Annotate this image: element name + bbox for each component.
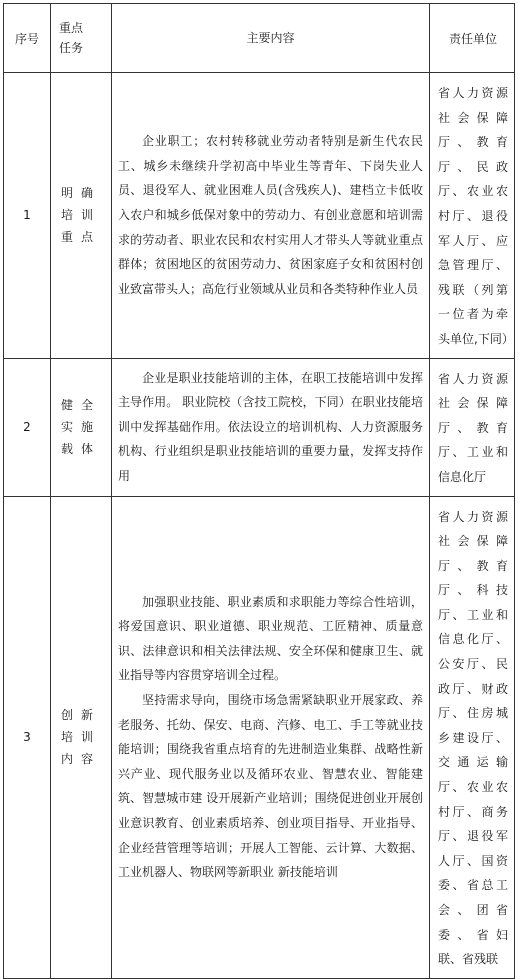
row-unit: 省人力资源社会保障厅、教育厅、民政厅、农业农村厅、退役军人厅、应急管理厅、残联（列第一位者为牵头单位,下同） bbox=[430, 73, 515, 359]
header-unit: 责任单位 bbox=[430, 4, 515, 73]
row-seq: 2 bbox=[4, 358, 51, 496]
row-content bbox=[112, 358, 430, 496]
table-row bbox=[4, 496, 515, 978]
header-content: 主要内容 bbox=[112, 4, 430, 73]
table-row bbox=[4, 73, 515, 359]
row-focus: 健全实施载体 bbox=[51, 358, 112, 496]
header-seq: 序号 bbox=[4, 4, 51, 73]
row-content bbox=[112, 73, 430, 359]
row-seq: 3 bbox=[4, 496, 51, 978]
table-header-row bbox=[4, 4, 515, 73]
header-focus: 重点 任务 bbox=[51, 4, 112, 73]
row-content-text: 加强职业技能、职业素质和求职能力等综合性培训，将爱国意识、职业道德、职业规范、工匠精神、质量意识、法律意识和相关法律法规、安全环保和健康卫生、就业指导等内容贯穿培训全过程。 bbox=[118, 594, 423, 683]
task-table bbox=[3, 3, 515, 979]
row-focus: 明确培训重点 bbox=[51, 73, 112, 359]
table-row bbox=[4, 358, 515, 496]
row-unit: 省人力资源社会保障厅、教育厅、科技厅、工业和信息化厅、公安厅、民政厅、财政厅、住房城乡建设厅、交通运输厅、农业农村厅、商务厅、退役军人厅、国资委、省总工会、团省委、省妇联、省残联 bbox=[430, 496, 515, 978]
row-unit: 省人力资源社会保障厅、教育厅、工业和信息化厅 bbox=[430, 358, 515, 496]
row-content bbox=[112, 496, 430, 978]
row-content-text: 企业是职业技能培训的主体，在职工技能培训中发挥主导作用。 职业院校（含技工院校，下同）在职业技能培训中发挥基础作用。依法设立的培训机构、人力资源服务机构、行业组织是职业技能培训的重要力量，发挥支持作用 bbox=[118, 370, 423, 483]
row-seq: 1 bbox=[4, 73, 51, 359]
row-content-text-2: 坚持需求导向，围绕市场急需紧缺职业开展家政、养老服务、托幼、保安、电商、汽修、电工、手工等就业技能培训；围绕我省重点培育的先进制造业集群、战略性新兴产业、现代服务业以及循环农业、智慧农业、智能建筑、智慧城市建 设开展新产业培训；围绕促进创业开展创业意识教育、创业素质培养、创业项目指导、开业指导、企业经营管理等培训；开展人工智能、云计算、大数据、工业机器人、物联网等新职业 新技能培训 bbox=[118, 692, 423, 880]
row-content-text: 企业职工；农村转移就业劳动者特别是新生代农民工、城乡未继续升学初高中毕业生等青年、下岗失业人员、退役军人、就业困难人员(含残疾人)、建档立卡低收入农户和城乡低保对象中的劳动力、有创业意愿和培训需求的劳动者、职业农民和农村实用人才带头人等就业重点群体；贫困地区的贫困劳动力、贫困家庭子女和贫困村创业致富带头人；高危行业领域从业员和各类特种作业人员 bbox=[118, 134, 423, 296]
row-focus: 创新培训内容 bbox=[51, 496, 112, 978]
